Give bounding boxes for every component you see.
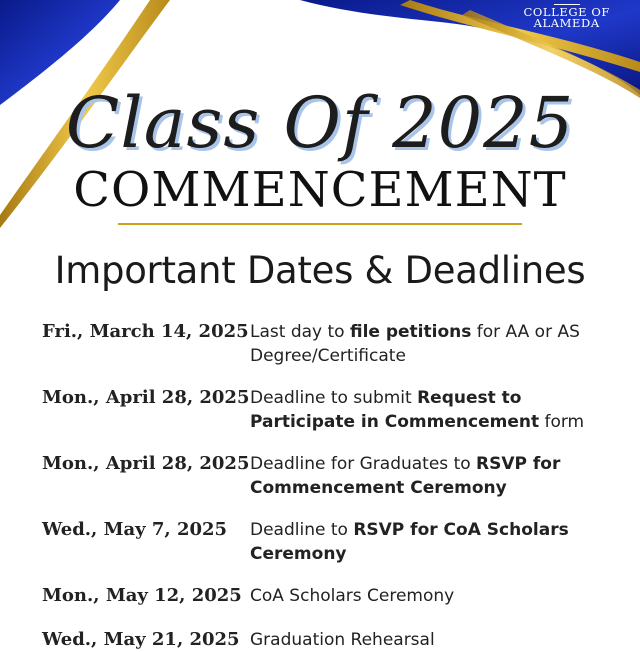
commencement-title: COMMENCEMENT [73, 162, 567, 218]
date-description [250, 386, 610, 434]
date-label: Fri., March 14, 2025 [42, 321, 249, 342]
date-label: Wed., May 7, 2025 [42, 519, 228, 540]
date-description [250, 518, 610, 566]
description-emphasis: RSVP for Commencement Ceremony [250, 454, 561, 498]
date-description [250, 320, 610, 368]
logo-line-1: COLLEGE OF [523, 5, 610, 19]
gold-divider [118, 223, 522, 225]
date-label: Mon., April 28, 2025 [42, 387, 250, 408]
logo-line-2: ALAMEDA [533, 16, 600, 30]
date-description [250, 628, 610, 652]
dates-heading: Important Dates & Deadlines [54, 249, 586, 292]
date-description [250, 584, 610, 608]
description-emphasis: Request to Participate in Commencement [250, 388, 540, 432]
description-emphasis: file petitions [349, 322, 472, 342]
date-label: Wed., May 21, 2025 [42, 629, 240, 650]
description-text: Last day to [250, 322, 350, 342]
description-text: Graduation Rehearsal [250, 630, 435, 650]
description-emphasis: RSVP for CoA Scholars Ceremony [250, 520, 569, 564]
description-text: for AA or AS Degree/Certificate [250, 322, 580, 366]
date-label: Mon., May 12, 2025 [42, 585, 242, 606]
college-logo [523, 0, 610, 29]
description-text: Deadline for Graduates to [250, 454, 477, 474]
description-text: form [539, 412, 585, 432]
description-text: Deadline to submit [250, 388, 418, 408]
class-title: Class Of 2025 [65, 82, 575, 164]
description-text: CoA Scholars Ceremony [250, 586, 455, 606]
date-description [250, 452, 610, 500]
date-label: Mon., April 28, 2025 [42, 453, 250, 474]
description-text: Deadline to [250, 520, 354, 540]
